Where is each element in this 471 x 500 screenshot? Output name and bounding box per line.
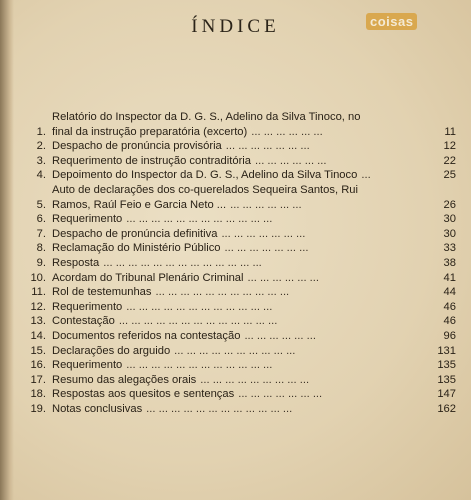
toc-entry-line <box>52 227 456 242</box>
toc-entry-title: final da instrução preparatória (excerto) <box>52 125 248 138</box>
toc-leader-dots: ... ... ... ... ... ... ... ... ... ... ... ... <box>126 213 273 226</box>
toc-entry-body <box>52 344 456 359</box>
toc-entry-number: 17. <box>30 373 46 386</box>
toc-entry-number: 4. <box>36 169 46 182</box>
toc-entry-number: 2. <box>36 140 46 153</box>
toc-entry <box>18 271 456 286</box>
toc-entry-body <box>52 300 456 315</box>
toc-page-number: 131 <box>437 344 456 357</box>
toc-entry-title: Declarações do arguido <box>52 344 171 357</box>
toc-entry-body <box>52 373 456 388</box>
toc-entry-body <box>52 241 456 256</box>
toc-leader-dots: ... ... ... ... ... ... ... <box>225 140 310 153</box>
toc-entry <box>18 227 456 242</box>
toc-page-number: 135 <box>437 373 456 386</box>
toc-entry-title: Requerimento <box>52 359 123 372</box>
toc-entry <box>18 285 456 300</box>
toc-entry-line <box>52 300 456 315</box>
toc-page-number: 135 <box>437 359 456 372</box>
toc-entry-title: Relatório do Inspector da D. G. S., Adelino da Silva Tinoco, no <box>52 111 361 123</box>
toc-entry-number: 8. <box>36 242 46 255</box>
toc-entry <box>18 358 456 373</box>
toc-entry-title: Requerimento de instrução contraditória <box>52 154 251 167</box>
toc-entry-body <box>52 154 456 169</box>
toc-leader-dots: ... ... ... ... ... ... ... <box>221 227 306 240</box>
toc-entry-number: 7. <box>36 227 46 240</box>
toc-entry-body <box>52 271 456 286</box>
toc-leader-dots: ... ... ... ... ... ... <box>244 329 316 342</box>
toc-leader-dots: ... ... ... ... ... ... <box>247 271 320 284</box>
table-of-contents <box>18 110 456 416</box>
toc-entry-title: Despacho de pronúncia provisória <box>52 140 222 153</box>
toc-entry <box>18 110 456 139</box>
toc-entry-body <box>52 168 456 183</box>
toc-entry-line <box>52 198 456 213</box>
toc-page-number: 41 <box>443 271 456 284</box>
toc-entry <box>18 168 456 183</box>
page-title: ÍNDICE <box>191 16 280 37</box>
toc-entry-line <box>52 271 456 286</box>
toc-entry-number: 10. <box>30 271 46 284</box>
toc-entry-number: 19. <box>30 402 46 415</box>
toc-entry-number: 6. <box>36 213 46 226</box>
toc-entry-title: Depoimento do Inspector da D. G. S., Adelino da Silva Tinoco <box>52 169 358 182</box>
toc-leader-dots: ... ... ... ... ... ... ... ... ... <box>200 373 310 386</box>
toc-entry-title: Resposta <box>52 256 100 269</box>
toc-entry-body <box>52 314 456 329</box>
toc-entry-line <box>52 402 456 417</box>
toc-leader-dots: ... ... ... ... ... ... ... ... ... ... <box>174 344 296 357</box>
toc-page-number: 25 <box>443 169 456 182</box>
toc-page-number: 96 <box>443 329 456 342</box>
toc-page-number: 22 <box>443 154 456 167</box>
toc-leader-dots: ... ... ... ... ... ... ... <box>238 388 323 401</box>
toc-entry-body <box>52 402 456 417</box>
toc-entry-title: Auto de declarações dos co-querelados Sequeira Santos, Rui <box>52 183 358 196</box>
toc-page-number: 44 <box>443 286 456 299</box>
toc-leader-dots: ... ... ... ... ... ... ... ... ... ... ... ... <box>146 402 293 415</box>
toc-entry-title: Documentos referidos na contestação <box>52 329 241 342</box>
toc-leader-dots: ... ... ... ... ... ... <box>230 198 302 211</box>
toc-entry-title: Notas conclusivas <box>52 402 143 415</box>
toc-entry <box>18 241 456 256</box>
toc-entry-line <box>52 285 456 300</box>
toc-entry-body <box>52 387 456 402</box>
toc-page-number: 11 <box>444 125 456 138</box>
toc-entry <box>18 183 456 212</box>
toc-page-number: 30 <box>443 213 456 226</box>
toc-entry-number: 9. <box>36 256 46 269</box>
toc-entry-line <box>52 183 456 198</box>
toc-entry <box>18 154 456 169</box>
toc-entry-line <box>52 241 456 256</box>
toc-leader-dots: ... <box>361 169 371 182</box>
toc-entry-title: Respostas aos quesitos e sentenças <box>52 388 235 401</box>
toc-leader-dots: ... ... ... ... ... ... ... ... ... ... ... ... <box>126 300 273 313</box>
toc-leader-dots: ... ... ... ... ... ... ... ... ... ... ... ... ... <box>118 315 278 328</box>
toc-entry-body <box>52 329 456 344</box>
toc-entry-line <box>52 256 456 271</box>
toc-page-number: 12 <box>443 140 456 153</box>
toc-entry-line <box>52 154 456 169</box>
toc-page-number: 38 <box>443 256 456 269</box>
toc-entry <box>18 300 456 315</box>
toc-entry-title: Ramos, Raúl Feio e Garcia Neto ... <box>52 198 227 211</box>
toc-leader-dots: ... ... ... ... ... ... ... ... ... ... ... ... <box>126 359 273 372</box>
toc-entry-number: 1. <box>36 125 46 138</box>
toc-entry-line <box>52 139 456 154</box>
toc-entry <box>18 256 456 271</box>
toc-entry <box>18 402 456 417</box>
toc-entry-body <box>52 358 456 373</box>
toc-entry-body <box>52 256 456 271</box>
toc-entry <box>18 139 456 154</box>
toc-page-number: 162 <box>437 402 456 415</box>
toc-entry-line <box>52 212 456 227</box>
toc-entry <box>18 314 456 329</box>
toc-entry-title: Resumo das alegações orais <box>52 373 197 386</box>
page-gutter-shadow <box>0 0 14 500</box>
toc-entry-title: Requerimento <box>52 213 123 226</box>
toc-entry-line <box>52 168 456 183</box>
toc-page-number: 46 <box>443 315 456 328</box>
toc-entry-line <box>52 110 456 125</box>
toc-entry-number: 16. <box>30 359 46 372</box>
toc-entry <box>18 212 456 227</box>
toc-entry-number: 13. <box>30 315 46 328</box>
toc-entry-line <box>52 344 456 359</box>
toc-entry-number: 14. <box>30 329 46 342</box>
toc-entry-title: Rol de testemunhas <box>52 286 152 299</box>
toc-entry-number: 11. <box>31 286 46 299</box>
toc-entry-title: Requerimento <box>52 300 123 313</box>
watermark-logo: coisas <box>366 13 417 30</box>
toc-entry-line <box>52 125 456 140</box>
toc-entry <box>18 344 456 359</box>
toc-page-number: 33 <box>443 242 456 255</box>
toc-entry-body <box>52 212 456 227</box>
toc-entry-body <box>52 183 456 212</box>
toc-entry <box>18 329 456 344</box>
toc-entry-body <box>52 110 456 139</box>
toc-entry-body <box>52 227 456 242</box>
toc-leader-dots: ... ... ... ... ... ... <box>251 125 323 138</box>
toc-page-number: 26 <box>443 198 456 211</box>
toc-entry-title: Despacho de pronúncia definitiva <box>52 227 218 240</box>
toc-leader-dots: ... ... ... ... ... ... ... ... ... ... ... <box>155 286 290 299</box>
toc-entry <box>18 373 456 388</box>
toc-entry-title: Reclamação do Ministério Público <box>52 242 221 255</box>
toc-entry-line <box>52 329 456 344</box>
toc-leader-dots: ... ... ... ... ... ... <box>255 154 327 167</box>
toc-entry-line <box>52 387 456 402</box>
toc-entry-number: 18. <box>30 388 46 401</box>
toc-entry-number: 5. <box>36 198 46 211</box>
toc-leader-dots: ... ... ... ... ... ... ... ... ... ... ... ... ... <box>103 256 262 269</box>
toc-entry-body <box>52 139 456 154</box>
toc-entry-title: Contestação <box>52 315 115 328</box>
toc-entry <box>18 387 456 402</box>
toc-leader-dots: ... ... ... ... ... ... ... <box>224 242 309 255</box>
toc-page-number: 46 <box>443 300 456 313</box>
toc-page-number: 147 <box>437 388 456 401</box>
toc-entry-number: 15. <box>30 344 46 357</box>
toc-entry-number: 3. <box>36 154 46 167</box>
toc-entry-line <box>52 314 456 329</box>
toc-entry-title: Acordam do Tribunal Plenário Criminal <box>52 271 244 284</box>
toc-entry-number: 12. <box>30 300 46 313</box>
toc-entry-line <box>52 358 456 373</box>
toc-entry-line <box>52 373 456 388</box>
toc-entry-body <box>52 285 456 300</box>
toc-page-number: 30 <box>443 227 456 240</box>
